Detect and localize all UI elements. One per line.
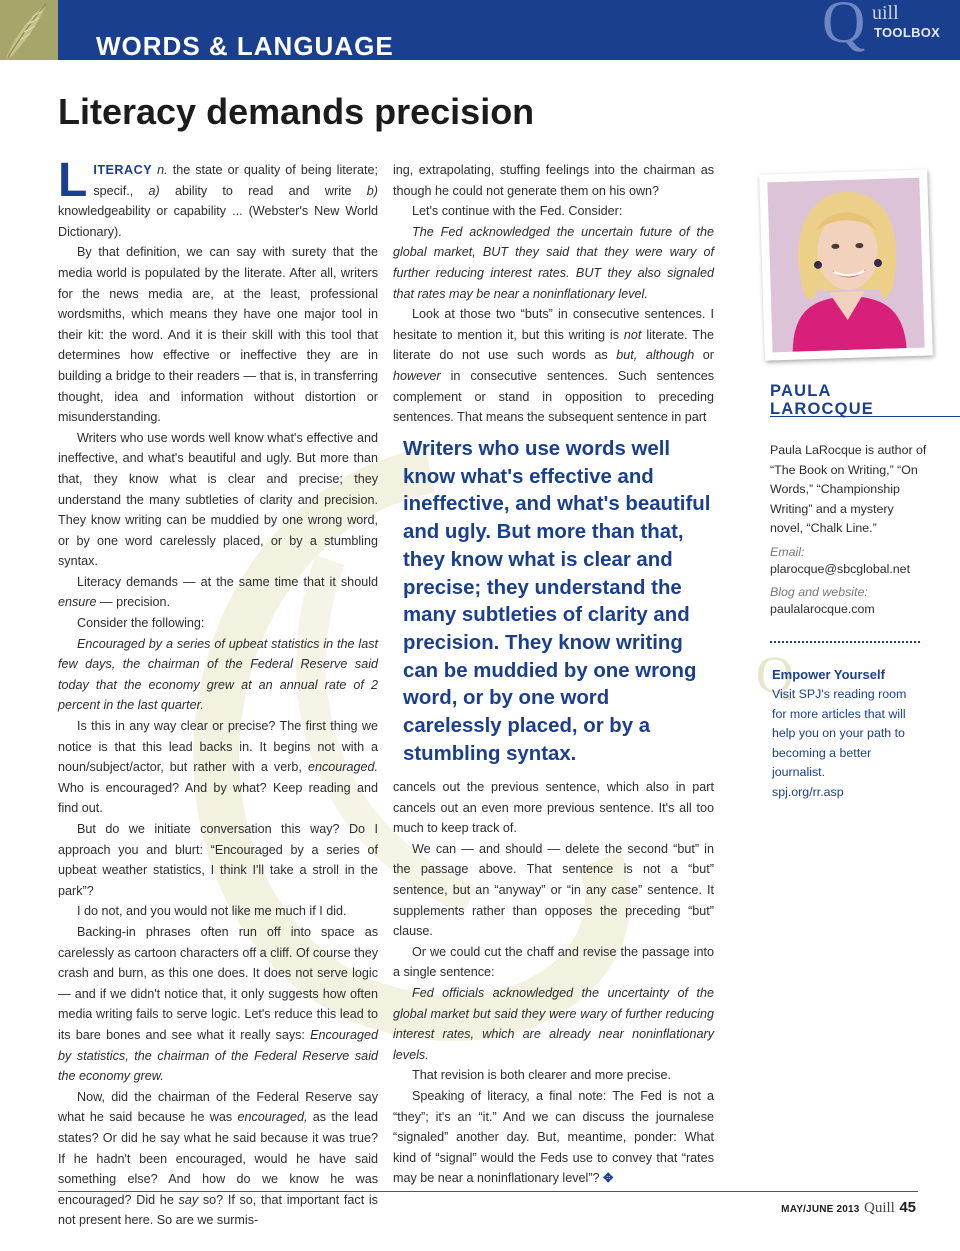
drop-cap: L [58,154,88,207]
text-run: Who is encouraged? And by what? Keep reading and find out. [58,780,378,816]
paragraph: By that definition, we can say with surety that the media world is populated by the literate. After all, writers for the news media are, at the least, professional wordsmiths, which means they have one major tool in their kit: the word. And it is their skill with this tool that determines how effective or ineffective they are in building a bridge to their readers — that is, in transferring thought, idea and information without distortion or misunderstanding. [58,245,378,425]
paragraph: ing, extrapolating, stuffing feelings into the chairman as though he could not generate them on his own? [393,163,714,198]
example-quote: The Fed acknowledged the uncertain future of the global market, BUT they said that they were wary of further reducing interest rates. BUT they also signaled that rates may be near a noninflationary level. [393,224,714,301]
author-last-name: LAROCQUE [770,399,875,418]
blog-link[interactable]: paulalarocque.com [770,602,875,616]
empower-link[interactable]: spj.org/rr.asp [772,784,844,799]
author-name-rule [770,416,960,417]
empower-body: Visit SPJ's reading room for more articles that will help you on your path to becoming a better journalist. [772,687,907,779]
paragraph: But do we initiate conversation this way? Do I approach you and blurt: “Encouraged by a series of upbeat weather statistics, I think I'll take a stroll in the park”? [58,822,378,898]
text-run: a) [148,183,160,198]
paragraph: We can — and should — delete the second “but” in the passage above. That sentence is not a “but” sentence, but an “anyway” or “in any case” sentence. It supplements rather than opposes the preceding “but” clause. [393,841,714,939]
text-run: but, although [616,348,695,363]
example-quote: Fed officials acknowledged the uncertainty of the global market but said they were wary of further reducing interest rates, which are already near noninflationary levels. [393,985,714,1062]
article-column-2-bottom [393,777,714,1189]
blog-label: Blog and website: [770,585,868,599]
paragraph: I do not, and you would not like me much if I did. [77,904,347,919]
paragraph: cancels out the previous sentence, which also in part cancels out an even more previous sentence. It's all too much to keep track of. [393,780,714,836]
text-run: say [178,1192,199,1207]
empower-title: Empower Yourself [772,667,885,682]
text-run: Encouraged by statistics, the chairman of the Federal Reserve said the economy grew. [58,1027,378,1084]
text-run: as the lead states? Or did he say what he said because it was true? If he hadn't been encouraged, would he have said something else? And how do we know he was encouraged? Did he [58,1110,378,1207]
paragraph: Or we could cut the chaff and revise the passage into a single sentence: [393,944,714,980]
text-run: literate. The literate do not use such words as [393,327,714,363]
author-bio: Paula LaRocque is author of “The Book on Writing,” “On Words,” “Championship Writing” and a mystery novel, “Chalk Line.” [770,443,927,535]
issue-date: MAY/JUNE 2013 [781,1204,860,1215]
email-link[interactable]: plarocque@sbcglobal.net [770,562,911,576]
text-run: encouraged. [307,760,378,775]
text-run: however [393,368,441,383]
paragraph: Consider the following: [77,616,205,631]
feather-icon [0,0,58,60]
footer-rule [58,1191,918,1192]
text-run: not [623,327,642,342]
paragraph [58,922,378,1087]
text-run: so? If so, that important fact is not present here. So are we surmis- [58,1192,378,1228]
text-run: Literacy demands — at the same time that it should [77,574,378,589]
text-run: — precision. [96,595,171,610]
logo-toolbox: TOOLBOX [874,25,941,40]
empower-quill-q-icon: Q [756,647,794,704]
author-portrait-icon [767,178,924,353]
quill-toolbox-logo [818,0,960,60]
paragraph: Writers who use words well know what's effective and ineffective, and what's beautiful and ugly. But more than that, they know what is clear and precise; they understand the many subtleties of clarity and precision. They know writing can be muddied by one wrong word, or by one word carelessly placed, or by a stumbling syntax. [58,430,378,569]
author-photo-frame [759,169,933,360]
text-run: Now, did the chairman of the Federal Reserve say what he said because he was [58,1089,378,1125]
section-label: WORDS & LANGUAGE [96,31,394,61]
lead-word: ITERACY [93,163,153,177]
paragraph: Let's continue with the Fed. Consider: [412,204,623,219]
author-photo [767,178,924,353]
sidebar-divider [770,641,920,643]
example-quote: Encouraged by a series of upbeat statistics in the last few days, the chairman of the Federal Reserve said today that the economy grew at an annual rate of 2 percent in the last quarter. [58,636,378,713]
text-run: b) [366,183,378,198]
article-title: Literacy demands precision [58,91,535,132]
page-number: 45 [899,1199,916,1216]
magazine-name: Quill [864,1200,895,1216]
paragraph: That revision is both clearer and more precise. [412,1068,671,1083]
text-run: or [694,348,714,363]
empower-text [772,685,922,802]
text-run: ability to read and write [159,183,367,198]
text-run: Look at those two “buts” in consecutive sentences. I hesitate to mention it, but this writing is [393,307,714,342]
paragraph [58,1087,378,1231]
text-run: n. [152,163,173,177]
author-name [770,383,874,418]
text-run: Backing-in phrases often run off into space as carelessly as cartoon characters off a cliff. Of course they crash and burn, as this one does. It does not serve logic — and if we didn't notice that, it only suggests how often media writing fails to serve logic. Let's reduce this lead to its bare bones and see what it really says: [58,924,378,1042]
text-run: the state or quality of being literate; specif., [93,163,378,198]
author-first-name: PAULA [770,382,832,400]
end-mark-icon: ✥ [603,1171,614,1186]
article-column-1 [58,154,378,1231]
text-run: ensure [58,595,97,610]
folio [781,1197,916,1221]
text-run: encouraged, [237,1110,308,1125]
email-label: Email: [770,545,805,559]
pull-quote: Writers who use words well know what's effective and ineffective, and what's beautiful and ugly. But more than that, they know what is clear and precise; they understand the many subtleties of clarity and precision. They know writing can be muddied by one wrong word, or by one word carelessly placed, or by a stumbling syntax. [403,438,711,765]
text-run: Speaking of literacy, a final note: The Fed is not a “they”; it's an “it.” And we can discuss the journalese “signaled” another day. But, meantime, ponder: What kind of “signal” would the Feds use to convey that “rates may be near a noninflationary level”? [393,1088,714,1186]
logo-q: Q [822,0,866,55]
text-run: in consecutive sentences. Such sentences complement or stand in opposition to preceding sentences. That means the subsequent sentence in part [393,368,714,425]
article-column-2-top [393,160,714,428]
quill-feather-tab [0,0,58,60]
paragraph [58,572,378,613]
paragraph [58,716,378,819]
paragraph [58,154,378,242]
text-run: Is this in any way clear or precise? The first thing we notice is that this lead backs in. It begins not with a noun/subject/actor, but rather with a verb, [58,719,378,775]
paragraph [393,304,714,428]
text-run: knowledgeability or capability ... (Webster's New World Dictionary). [58,204,378,239]
paragraph [393,1086,714,1189]
logo-uill: uill [872,2,899,24]
